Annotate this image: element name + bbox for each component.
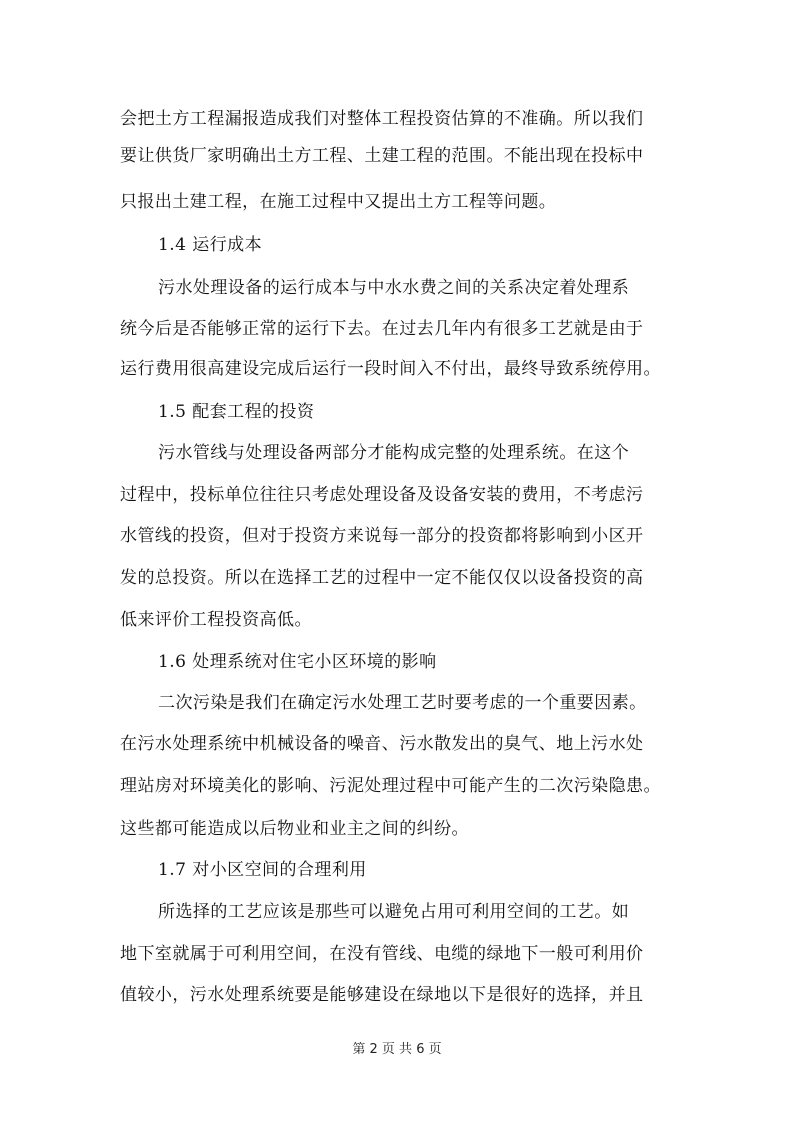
page-number-footer: 第 2 页 共 6 页 bbox=[352, 1042, 442, 1057]
paragraph-line: 在污水处理系统中机械设备的噪音、污水散发出的臭气、地上污水处 bbox=[120, 734, 644, 754]
section-heading-1-4: 1.4 运行成本 bbox=[158, 235, 263, 255]
section-heading-1-7: 1.7 对小区空间的合理利用 bbox=[158, 860, 367, 880]
paragraph-line: 污水处理设备的运行成本与中水水费之间的关系决定着处理系 bbox=[158, 278, 630, 298]
paragraph-line: 运行费用很高建设完成后运行一段时间入不付出，最终导致系统停用。 bbox=[120, 359, 661, 379]
paragraph-line: 水管线的投资，但对于投资方来说每一部分的投资都将影响到小区开 bbox=[120, 526, 644, 546]
paragraph-line: 只报出土建工程，在施工过程中又提出土方工程等问题。 bbox=[120, 192, 557, 212]
paragraph-line: 这些都可能造成以后物业和业主之间的纠纷。 bbox=[120, 819, 469, 839]
paragraph-line: 污水管线与处理设备两部分才能构成完整的处理系统。在这个 bbox=[158, 443, 630, 463]
paragraph-line: 理站房对环境美化的影响、污泥处理过程中可能产生的二次污染隐患。 bbox=[120, 776, 661, 796]
paragraph-line: 地下室就属于可利用空间，在没有管线、电缆的绿地下一般可利用价 bbox=[120, 944, 644, 964]
paragraph-line: 值较小，污水处理系统要是能够建设在绿地以下是很好的选择，并且 bbox=[120, 985, 644, 1005]
paragraph-line: 会把土方工程漏报造成我们对整体工程投资估算的不准确。所以我们 bbox=[120, 109, 644, 129]
section-heading-1-5: 1.5 配套工程的投资 bbox=[158, 402, 315, 422]
paragraph-line: 发的总投资。所以在选择工艺的过程中一定不能仅仅以设备投资的高 bbox=[120, 568, 644, 588]
paragraph-line: 过程中，投标单位往往只考虑处理设备及设备安装的费用，不考虑污 bbox=[120, 485, 644, 505]
paragraph-line: 要让供货厂家明确出土方工程、土建工程的范围。不能出现在投标中 bbox=[120, 146, 644, 166]
paragraph-line: 所选择的工艺应该是那些可以避免占用可利用空间的工艺。如 bbox=[158, 902, 630, 922]
paragraph-line: 低来评价工程投资高低。 bbox=[120, 610, 312, 630]
section-heading-1-6: 1.6 处理系统对住宅小区环境的影响 bbox=[158, 652, 437, 672]
paragraph-line: 统今后是否能够正常的运行下去。在过去几年内有很多工艺就是由于 bbox=[120, 319, 644, 339]
paragraph-line: 二次污染是我们在确定污水处理工艺时要考虑的一个重要因素。 bbox=[158, 693, 647, 713]
